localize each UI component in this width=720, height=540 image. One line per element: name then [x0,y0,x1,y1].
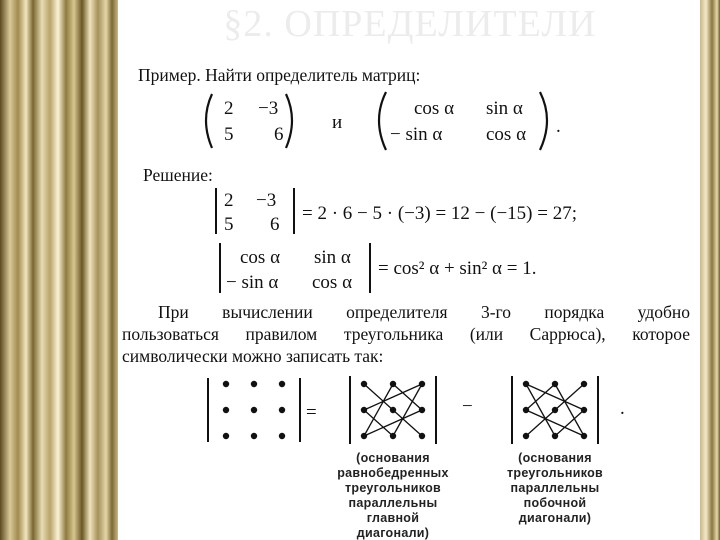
scheme-dot [419,381,425,387]
matrix-period: . [556,116,561,137]
matrix1-a21: 5 [224,124,234,145]
slide-title: §2. ОПРЕДЕЛИТЕЛИ [223,3,597,45]
determinant-2 [216,241,596,297]
determinant-1 [214,186,654,238]
det1-a11: 2 [224,190,234,211]
triangle-edge [393,384,422,410]
grid-dot [279,407,285,413]
solution-label: Решение: [143,165,213,185]
scheme-dot [552,433,558,439]
example-matrices [200,90,580,160]
scheme-dot [390,433,396,439]
grid-dot [223,407,229,413]
scheme-dot [419,407,425,413]
matrix2-a21: − sin α [390,124,443,145]
scheme-equals: = [306,402,317,423]
det1-a22: 6 [270,214,280,235]
conjunction: и [332,112,343,133]
triangle-edge [526,384,555,436]
caption-line: треугольников [344,481,442,495]
paragraph-line-2: пользоваться правилом треугольника (или Саррюса), которое [122,324,690,344]
matrix1-a12: −3 [258,98,279,119]
scheme-dot [552,407,558,413]
triangle-edge [555,410,584,436]
matrix1-a11: 2 [224,98,234,119]
caption-line: побочной [523,496,587,510]
caption-line: равнобедренных [337,466,449,480]
matrix2-a12: sin α [486,98,523,119]
scheme-dot [581,381,587,387]
scheme-dot [523,381,529,387]
decorative-frame-right [700,0,720,540]
det2-result: = cos² α + sin² α = 1. [378,258,537,279]
example-label: Пример. Найти определитель матриц: [138,65,421,85]
grid-dot [251,381,257,387]
scheme-dot [523,433,529,439]
matrix1-a22: 6 [274,124,284,145]
triangle-edge [555,384,584,436]
det1-result: = 2 · 6 − 5 · (−3) = 12 − (−15) = 27; [302,203,577,224]
caption-line: треугольников [506,466,604,480]
paragraph-line-3: символически можно записать так: [122,346,384,366]
det2-a22: cos α [312,272,353,293]
scheme-dot [390,381,396,387]
caption-line: диагонали) [356,526,430,540]
triangle-edge [364,410,393,436]
det1-a12: −3 [256,190,277,211]
grid-dot [279,433,285,439]
det2-a21: − sin α [226,272,279,293]
scheme-dot [581,407,587,413]
caption-line: диагонали) [518,511,592,525]
det2-a11: cos α [240,247,281,268]
scheme-dot [361,381,367,387]
sarrus-paragraph [122,301,690,367]
triangle-edge [364,384,393,436]
triangle-edge [526,410,584,436]
grid-dot [251,433,257,439]
det2-a12: sin α [314,247,351,268]
caption-main-diagonal [337,451,449,540]
grid-dot [223,433,229,439]
scheme-dot [419,433,425,439]
matrix2-a22: cos α [486,124,527,145]
caption-line: (основания [356,451,430,465]
triangle-edge [526,384,555,410]
scheme-dot [581,433,587,439]
caption-line: параллельны [510,481,600,495]
grid-dot [251,407,257,413]
decorative-frame-left [0,0,118,540]
triangle-edge [526,384,584,410]
caption-secondary-diagonal [507,451,603,525]
scheme-minus: − [462,396,473,417]
scheme-period: . [620,398,625,419]
sarrus-scheme [200,372,660,538]
scheme-dot [361,407,367,413]
scheme-dot [361,433,367,439]
triangle-edge [393,384,422,436]
caption-line: (основания [518,451,592,465]
caption-line: параллельны [348,496,438,510]
grid-dot [223,381,229,387]
triangle-edge [364,384,422,410]
scheme-dot [523,407,529,413]
grid-dot [279,381,285,387]
paragraph-line-1: При вычислении определителя 3-го порядка удобно [158,302,690,322]
triangle-edge [364,410,422,436]
matrix2-a11: cos α [414,98,455,119]
caption-line: главной [366,511,420,525]
scheme-dot [552,381,558,387]
det1-a21: 5 [224,214,234,235]
scheme-dot [390,407,396,413]
